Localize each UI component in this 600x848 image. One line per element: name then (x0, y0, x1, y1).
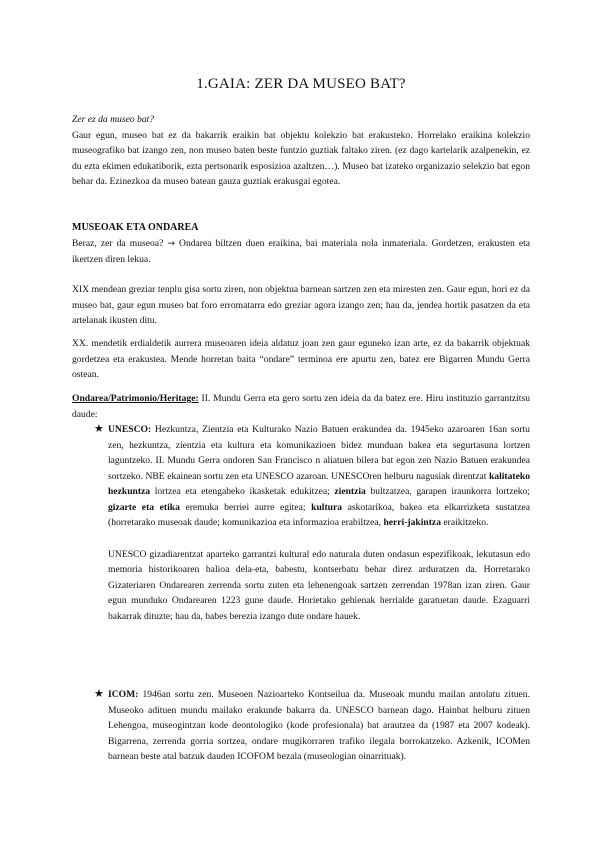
question-body: Gaur egun, museo bat ez da bakarrik eraikin bat objektu kolekzio bat erakusteko. Horrelako eraikina kolekzio museografiko bat izango zen, non museo baten beste funtzio guztiak faltako ziren. (ez dago kartelarik azalpenekin, ez du ezta ekimen edukatiborik, ezta pertsonarik esposizioa azaltzen…). Museo bat izateko organizazio selekzio bat egon behar da. Ezinezkoa da museo batean gauza guztiak erakusgai egotea. (72, 129, 530, 187)
definition-question: Beraz, zer da museoa? (72, 237, 164, 249)
unesco-paragraph-2: UNESCO gizadiarentzat aparteko garrantzi kultural edo naturala duten ondasun espezifikoak, lekutasun edo memoria historikoaren balioa dela-eta, babestu, kontserbatu behar direz arduratzen da. Horretarako Gizateriaren Ondarearen zerrenda sortu zuten eta lehenengoak sartzen zerrendan 1978an izan ziren. Gaur egun munduko Ondarearen 1223 gune daude. Horietako gehienak herrialde garatuetan daude. Ezaguarri bakarrak dituzte; hau da, babes berezia izango dute ondare hauek. (108, 548, 530, 622)
unesco-text-6: eraikitzeko. (441, 517, 489, 528)
paragraph-definition (72, 236, 530, 268)
definition-answer: Ondarea biltzen duen eraikina, bai materiala nola inmateriala. Gordetzen, erakusten eta ikertzen diren lekua. (72, 237, 531, 265)
unesco-bold-4: kultura (311, 501, 343, 513)
paragraph-xix (72, 282, 530, 329)
unesco-text-4: eremuka berriei aurre egitea; (179, 501, 312, 513)
list-item-unesco (94, 422, 530, 624)
arrow-right-icon: → (167, 238, 175, 249)
icom-paragraph (108, 687, 530, 765)
icom-text: 1946an sortu zen. Museoen Nazioarteko Kontseilua da. Museoak mundu mailan antolatu zituen. Museoko adituen mundu mailako erakunde bakarra da. UNESCO barnean dago. Hainbat helburu zituen Lehengoa, museogintzan kode deontologiko (kode profesionala) bat arautzea da (1987 eta 2007 kodeak). Bigarrena, zerrenda gorria sortzea, ondare mugikorraren trafiko ilegala borrokatzeko. Azkenik, ICOMen barnean beste atal batzuk dauden ICOFOM bezala (museologian oinarrituak). (108, 689, 530, 762)
paragraph-xix-text: XIX mendean greziar tenplu gisa sortu ziren, non objektua barnean sartzen zen eta miresten zen. Gaur egun, hori ez da museo bat, gaur egun museo bat foro erromatarra edo greziar agora izango zen; hau da, jendea hortik pasatzen da eta artelanak ikusten ditu. (72, 284, 530, 326)
section-museums (72, 220, 530, 268)
unesco-text-2: lortzea eta etengabeko ikasketak edukitzea; (150, 486, 335, 497)
unesco-text-5: askotarikoa, bakea eta elkarrizketa sustatzea (horretarako museoak daude; komunikazioa eta informazioa erabiltzea, (108, 501, 530, 528)
unesco-bold-2: zientzia (334, 486, 366, 497)
section-heading-museums: MUSEOAK ETA ONDAREA (72, 222, 199, 233)
question-heading: Zer ez da museo bat? (72, 114, 155, 125)
heritage-intro-text: II. Mundu Gerra eta gero sortu zen ideia da da batez ere. Hiru instituzio garrantzitsu daude: (72, 393, 530, 420)
unesco-bold-5: herri-jakintza (383, 517, 441, 528)
unesco-paragraph-1 (108, 422, 530, 531)
paragraph-xx-text: XX. mendetik erdialdetik aurrera museoaren ideia aldatuz joan zen gaur eguneko izan arte, ez da bakarrik objektuak gordetzea eta erakustea. Mende horretan baita “ondare” terminoa ere apurtu zen, batez ere Bigarren Mundu Gerra ostean. (72, 338, 530, 380)
unesco-text-3: bultzatzea, garapen iraunkorra lortzeko; (365, 486, 530, 497)
unesco-label: UNESCO: (108, 424, 152, 435)
star-icon: ★ (94, 688, 104, 700)
unesco-text-1: Hezkuntza, Zientzia eta Kulturako Nazio Batuen erakundea da. 1945eko azaroaren 16an sortu zen, hezkuntza, zientzia eta kultura eta komunikazioen bidez munduan bakea eta segurtasuna lortzen laguntzeko. II. Mundu Gerra ondoren San Francisco n aliatuen bilera bat egon zen Nazio Batuen erakundea sortzeko. NBE ekainean sortu zen eta UNESCO azaroan. UNESCOren helburu nagusiak direntzat (108, 424, 530, 482)
heritage-heading: Ondarea/Patrimonio/Heritage: (72, 393, 199, 404)
heritage-intro (72, 391, 530, 422)
paragraph-xx (72, 336, 530, 383)
star-icon: ★ (94, 423, 104, 435)
section-intro (72, 112, 530, 190)
list-item-icom (94, 687, 530, 765)
unesco-bold-3: gizarte eta etika (108, 501, 180, 513)
section-heritage (72, 391, 530, 422)
page-title: 1.GAIA: ZER DA MUSEO BAT? (196, 76, 406, 92)
unesco-bold-1: kalitateko hezkuntza (108, 470, 530, 497)
icom-label: ICOM: (108, 689, 139, 700)
